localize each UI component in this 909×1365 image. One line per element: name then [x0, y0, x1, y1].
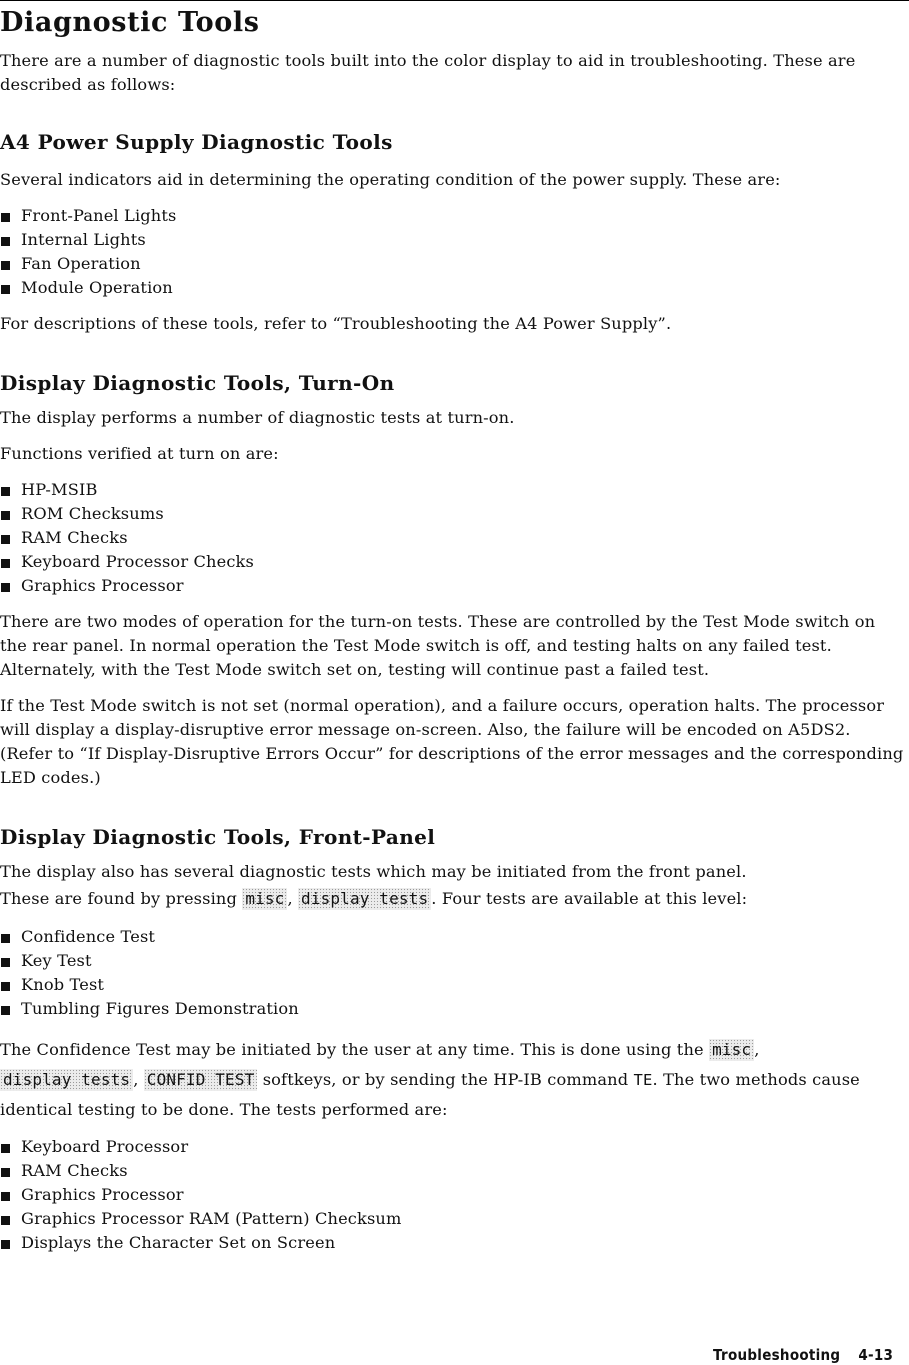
list-item: Fan Operation	[0, 252, 905, 276]
list-item: Module Operation	[0, 276, 905, 300]
power-indicator-list	[0, 204, 905, 300]
document-page	[0, 6, 905, 1255]
bullet-icon	[1, 1240, 10, 1249]
bullet-icon	[1, 1216, 10, 1225]
list-item: Knob Test	[0, 973, 905, 997]
bullet-icon	[1, 261, 10, 270]
failure-paragraph: If the Test Mode switch is not set (normal operation), and a failure occurs, operation halts. The processor will display a display-disruptive error message on-screen. Also, the failure will be encoded on A5DS2. (Refer to “If Display-Disruptive Errors Occur” for descriptions of the error messages and the corresponding LED codes.)	[0, 696, 904, 787]
bullet-icon	[1, 1144, 10, 1153]
front-panel-keys-line: These are found by pressing misc , display tests . Four tests are available at this level:	[0, 889, 748, 908]
list-item: HP-MSIB	[0, 478, 905, 502]
list-item: Front-Panel Lights	[0, 204, 905, 228]
power-supply-heading: A4 Power Supply Diagnostic Tools	[0, 130, 393, 154]
list-item: Internal Lights	[0, 228, 905, 252]
list-item: Confidence Test	[0, 925, 905, 949]
list-item: Keyboard Processor Checks	[0, 550, 905, 574]
list-item: Keyboard Processor	[0, 1135, 905, 1159]
bullet-icon	[1, 1006, 10, 1015]
bullet-icon	[1, 237, 10, 246]
list-item: RAM Checks	[0, 1159, 905, 1183]
bullet-icon	[1, 958, 10, 967]
page-footer	[713, 1346, 893, 1364]
turn-on-function-list	[0, 478, 905, 598]
turn-on-heading: Display Diagnostic Tools, Turn-On	[0, 371, 395, 395]
power-supply-reference: For descriptions of these tools, refer to “Troubleshooting the A4 Power Supply”.	[0, 314, 672, 333]
list-item: Key Test	[0, 949, 905, 973]
bullet-icon	[1, 213, 10, 222]
test-mode-paragraph: There are two modes of operation for the turn-on tests. These are controlled by the Test Mode switch on the rear panel. In normal operation the Test Mode switch is off, and testing halts on any failed test. Alternately, with the Test Mode switch set on, testing will continue past a failed test.	[0, 612, 876, 679]
front-panel-test-list	[0, 925, 905, 1021]
bullet-icon	[1, 583, 10, 592]
page-title: Diagnostic Tools	[0, 7, 260, 38]
list-item: RAM Checks	[0, 526, 905, 550]
display-tests-key[interactable]: display tests	[298, 888, 431, 910]
front-panel-lead: The display also has several diagnostic tests which may be initiated from the front panel.	[0, 862, 747, 881]
list-item: ROM Checksums	[0, 502, 905, 526]
list-item: Graphics Processor	[0, 574, 905, 598]
bullet-icon	[1, 1168, 10, 1177]
bullet-icon	[1, 982, 10, 991]
bullet-icon	[1, 559, 10, 568]
list-item: Tumbling Figures Demonstration	[0, 997, 905, 1021]
top-rule	[0, 0, 909, 1]
confid-test-key[interactable]: CONFID TEST	[144, 1069, 258, 1091]
display-tests-key[interactable]: display tests	[0, 1069, 133, 1091]
confidence-test-list	[0, 1135, 905, 1255]
bullet-icon	[1, 285, 10, 294]
turn-on-functions-lead: Functions verified at turn on are:	[0, 444, 279, 463]
footer-section: Troubleshooting	[712, 1346, 841, 1364]
page-number: 4-13	[858, 1346, 893, 1364]
list-item: Graphics Processor RAM (Pattern) Checksum	[0, 1207, 905, 1231]
turn-on-lead: The display performs a number of diagnostic tests at turn-on.	[0, 408, 515, 427]
front-panel-heading: Display Diagnostic Tools, Front-Panel	[0, 825, 436, 849]
bullet-icon	[1, 487, 10, 496]
hp-ib-command: TE	[633, 1071, 653, 1089]
intro-paragraph: There are a number of diagnostic tools built into the color display to aid in troubleshooting. These are described as follows:	[0, 51, 856, 94]
power-supply-lead: Several indicators aid in determining the operating condition of the power supply. These are:	[0, 170, 781, 189]
bullet-icon	[1, 511, 10, 520]
bullet-icon	[1, 535, 10, 544]
bullet-icon	[1, 934, 10, 943]
list-item: Displays the Character Set on Screen	[0, 1231, 905, 1255]
confidence-test-paragraph: The Confidence Test may be initiated by the user at any time. This is done using the misc , display tests , CONFID TEST softkeys, or by sending the HP-IB command TE. The two methods cause identical testing to be done. The tests performed are:	[0, 1040, 860, 1119]
bullet-icon	[1, 1192, 10, 1201]
misc-key[interactable]: misc	[242, 888, 287, 910]
list-item: Graphics Processor	[0, 1183, 905, 1207]
misc-key[interactable]: misc	[709, 1039, 754, 1061]
